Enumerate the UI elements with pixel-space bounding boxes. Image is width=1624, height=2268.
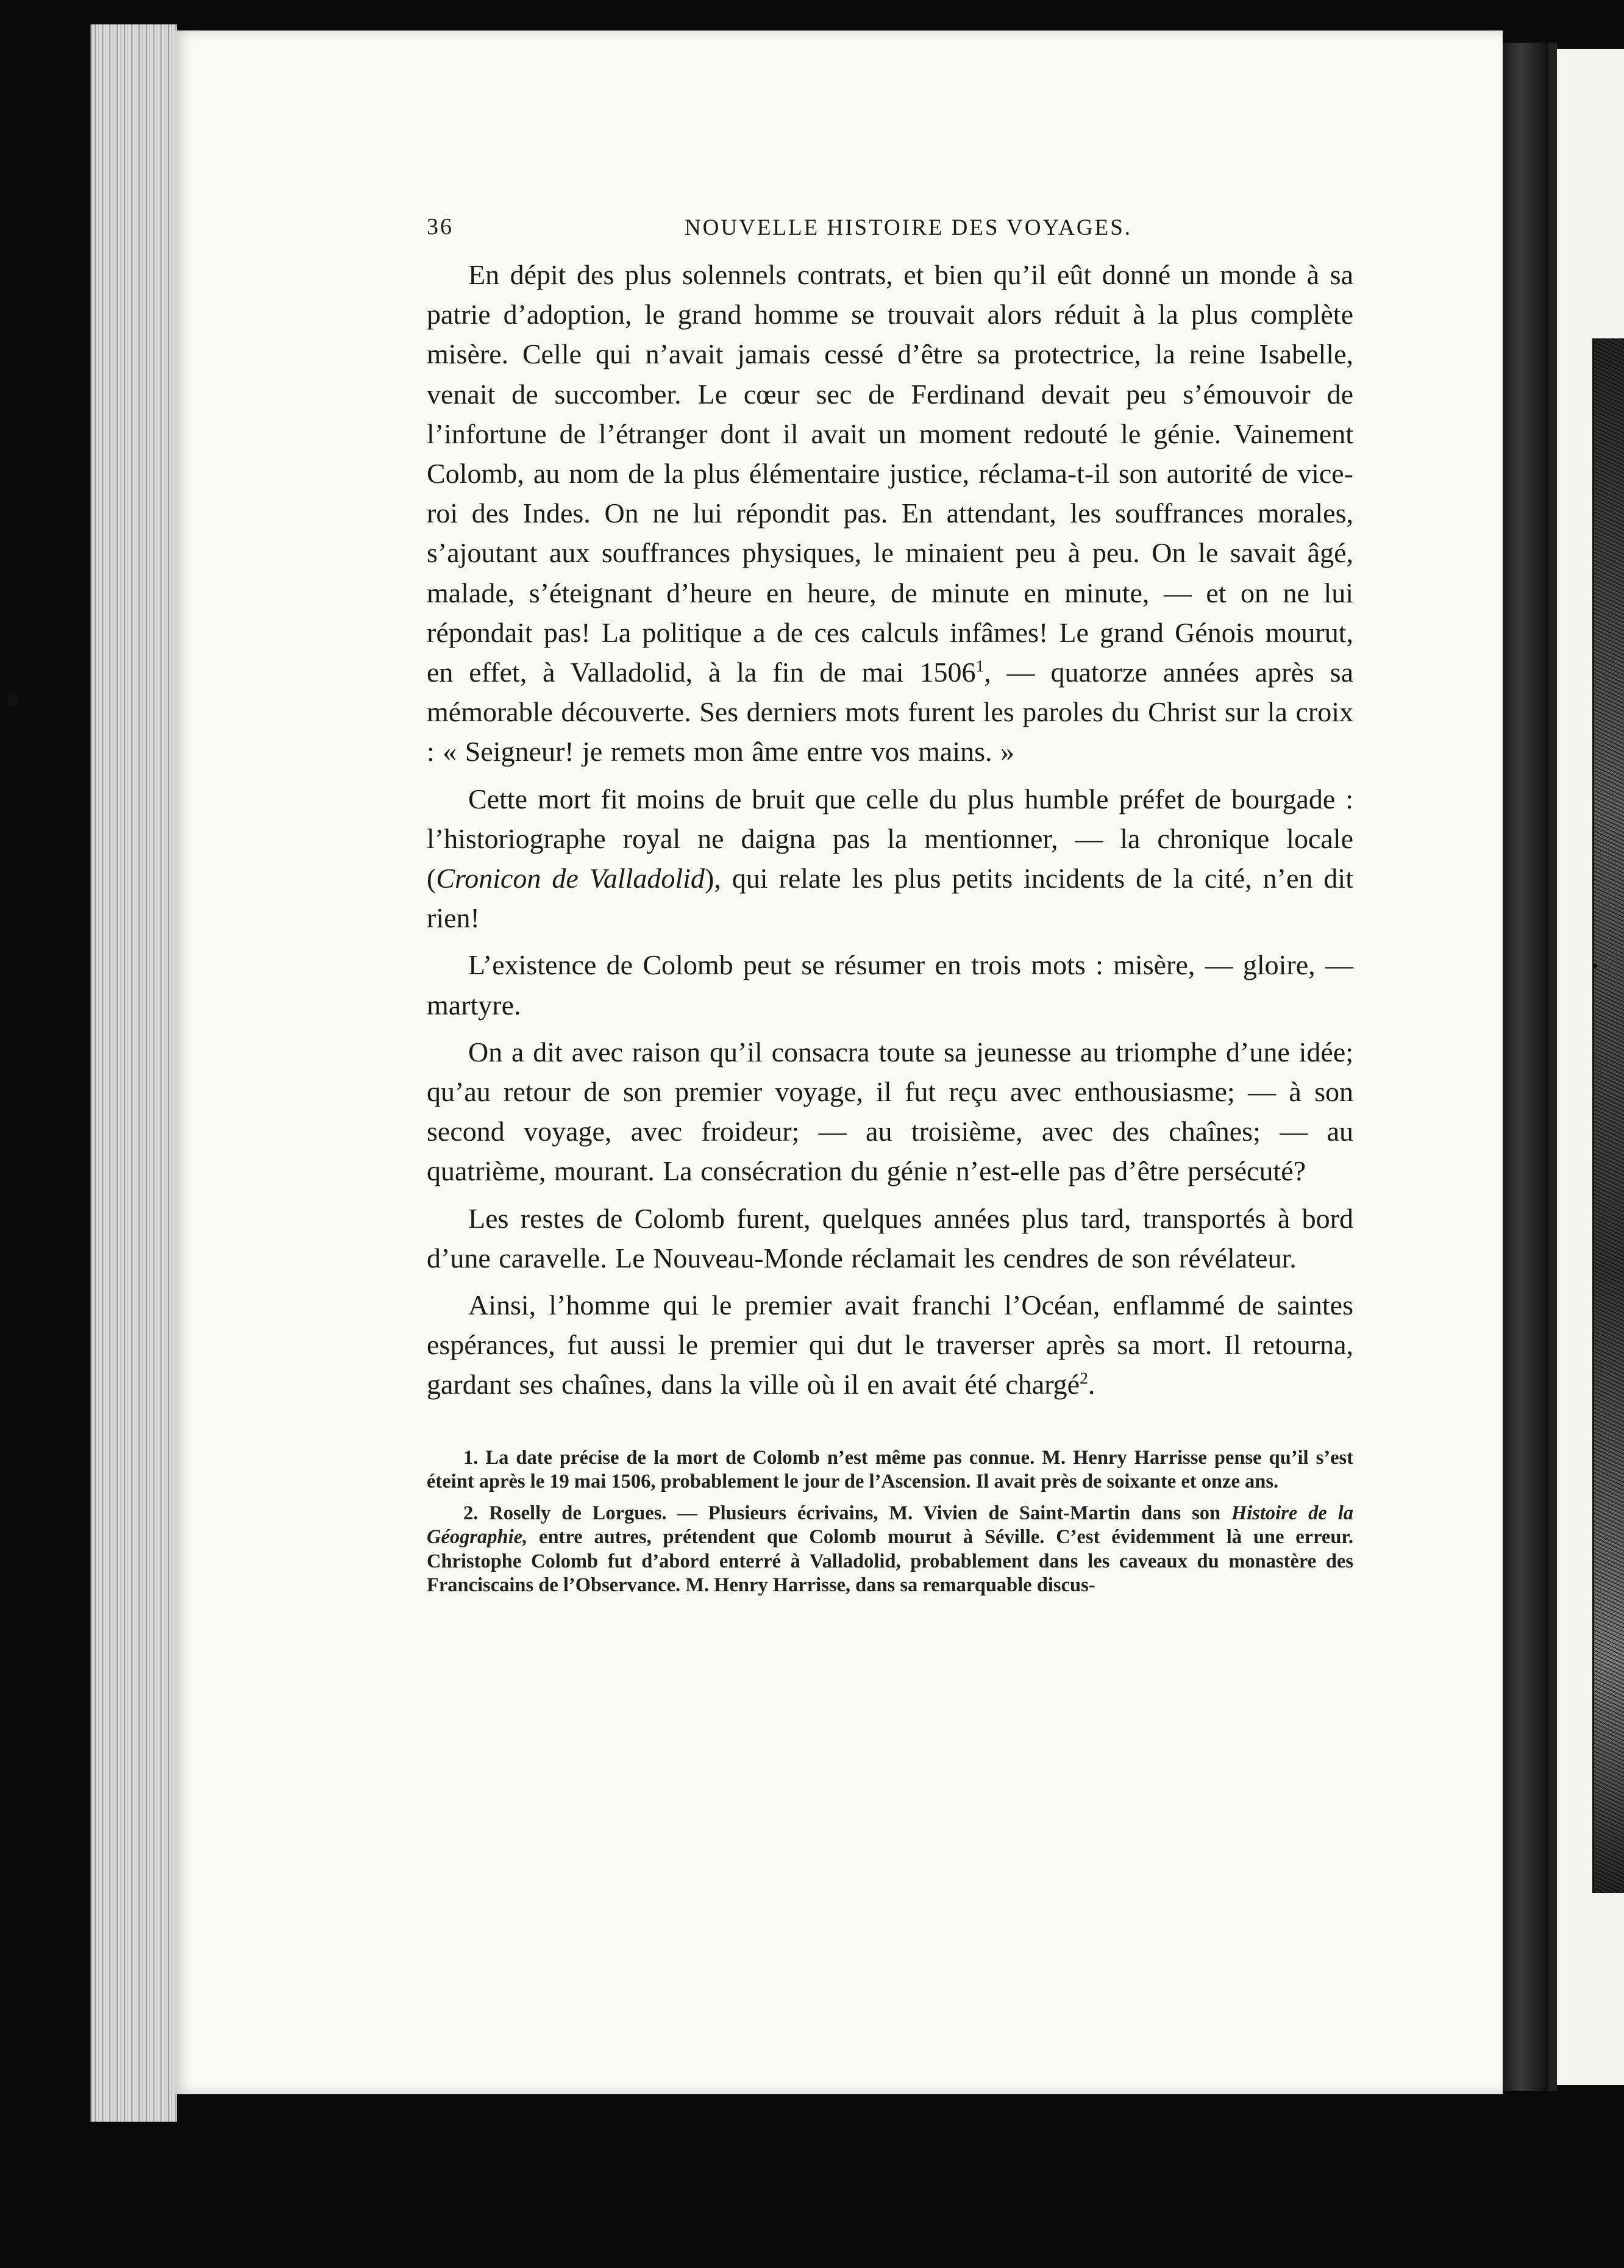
footnote-ref: 1 (975, 656, 985, 676)
paragraph-text: Cette mort fit moins de bruit que celle du plus humble préfet de bourgade : l’historiographe royal ne daigna pas la mentionner, — la chronique locale ( (427, 783, 1353, 894)
footnote-ref: 2 (1080, 1369, 1088, 1388)
running-head (427, 207, 1353, 244)
paragraph: Les restes de Colomb furent, quelques années plus tard, transportés à bord d’une caravelle. Le Nouveau-Monde réclamait les cendres de son révélateur. (427, 1202, 1353, 1274)
footnote: 1. La date précise de la mort de Colomb n’est même pas connue. M. Henry Harrisse pense qu’il s’est éteint après le 19 mai 1506, probablement le jour de l’Ascension. Il avait près de soixante et onze ans. (427, 1446, 1353, 1493)
scan-speck (7, 692, 18, 708)
body-text (427, 255, 1353, 1405)
text-block (427, 207, 1353, 1598)
gutter-edge (1548, 43, 1557, 2091)
footnote-text: 2. Roselly de Lorgues. — Plusieurs écrivains, M. Vivien de Saint-Martin dans son (463, 1502, 1231, 1524)
paragraph-text: Ainsi, l’homme qui le premier avait franchi l’Océan, enflammé de saintes espérances, fut aussi le premier qui dut le traverser après sa mort. Il retourna, gardant ses chaînes, dans la ville où il en avait été chargé (427, 1289, 1353, 1400)
footnote (427, 1502, 1353, 1598)
scan-speck (1592, 963, 1597, 968)
book-gutter (1503, 43, 1548, 2091)
facing-page-engraving (1592, 338, 1624, 1893)
paragraph-text: En dépit des plus solennels contrats, et bien qu’il eût donné un monde à sa patrie d’adoption, le grand homme se trouvait alors réduit à la plus complète misère. Celle qui n’avait jamais cessé d’être sa protectrice, la reine Isabelle, venait de succomber. Le cœur sec de Ferdinand devait peu s’émouvoir de l’infortune de l’étranger dont il avait un moment redouté le génie. Vainement Colomb, au nom de la plus élémentaire justice, réclama-t-il son autorité de vice-roi des Indes. On ne lui répondit pas. En attendant, les souffrances morales, s’ajoutant aux souffrances physiques, le minaient peu à peu. On le savait âgé, malade, s’éteignant d’heure en heure, de minute en minute, — et on ne lui répondait pas! La politique a de ces calculs infâmes! Le grand Génois mourut, en effet, à Valladolid, à la fin de mai 1506 (427, 259, 1353, 688)
paragraph: L’existence de Colomb peut se résumer en trois mots : misère, — gloire, — martyre. (427, 949, 1353, 1021)
footnotes (427, 1446, 1353, 1598)
paragraph (427, 779, 1353, 938)
paragraph (427, 1285, 1353, 1405)
paragraph (427, 255, 1353, 772)
italic-title: Cronicon de Valladolid (436, 863, 705, 894)
footnote-text: entre autres, prétendent que Colomb mourut à Séville. C’est évidemment là une erreur. Christophe Colomb fut d’abord enterré à Valladolid, probablement dans les caveaux du monastère des Franciscains de l’Observance. M. Henry Harrisse, dans sa remarquable discus- (427, 1526, 1353, 1597)
paragraph: On a dit avec raison qu’il consacra toute sa jeunesse au triomphe d’une idée; qu’au retour de son premier voyage, il fut reçu avec enthousiasme; — à son second voyage, avec froideur; — au troisième, avec des chaînes; — au quatrième, mourant. La consécration du génie n’est-elle pas d’être persécuté? (427, 1036, 1353, 1187)
paragraph-text: , — quatorze années après sa mémorable découverte. Ses derniers mots furent les paroles du Christ sur la croix : « Seigneur! je remets mon âme entre vos mains. » (427, 657, 1354, 768)
paragraph-text: ), qui relate les plus petits incidents de la cité, n’en dit rien! (427, 863, 1353, 934)
page-number: 36 (427, 214, 454, 240)
italic-title: Histoire de la Géographie, (427, 1502, 1354, 1549)
running-title: NOUVELLE HISTOIRE DES VOYAGES. (684, 215, 1133, 240)
paragraph-text: . (1088, 1369, 1095, 1400)
book-page-edges (91, 24, 177, 2122)
